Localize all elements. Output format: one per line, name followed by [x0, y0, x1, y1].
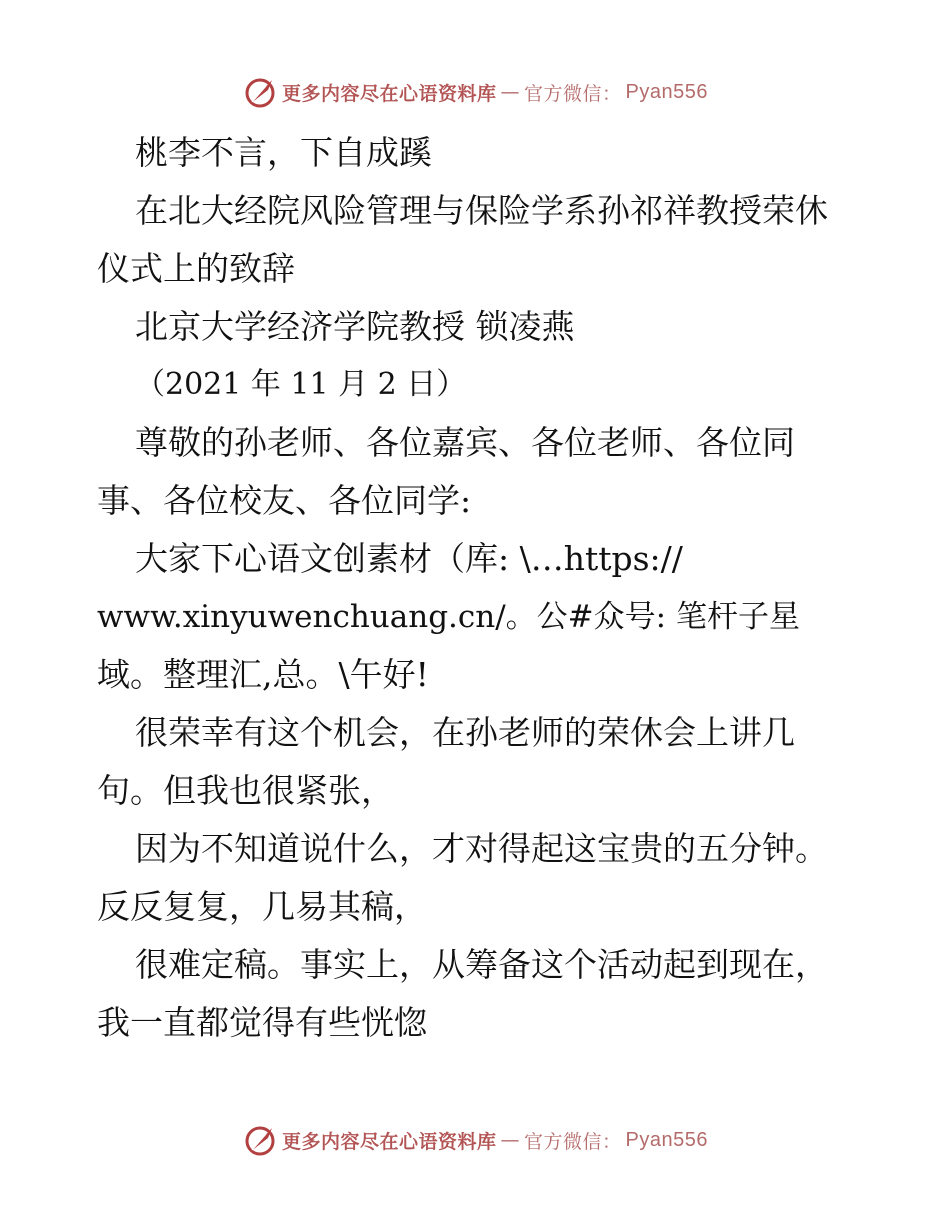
banner-title: 更多内容尽在心语资料库 [282, 82, 497, 105]
banner-content-footer [242, 1122, 708, 1158]
banner-content [242, 74, 708, 110]
greeting-line-2: 事、各位校友、各位同学: [97, 481, 472, 520]
paragraph-3-line-1: 很难定稿。事实上，从筹备这个活动起到现在， [135, 945, 828, 984]
greeting-line-1: 尊敬的孙老师、各位嘉宾、各位老师、各位同 [135, 423, 795, 462]
banner-title: 更多内容尽在心语资料库 [282, 1130, 497, 1153]
doc-subtitle-line-1: 在北大经院风险管理与保险学系孙祁祥教授荣休 [135, 191, 828, 230]
banner-wechat-label: 官方微信： [524, 82, 622, 105]
header-banner [0, 70, 950, 114]
paragraph-2-line-2: 反反复复，几易其稿， [97, 887, 427, 926]
doc-title: 桃李不言，下自成蹊 [135, 133, 432, 172]
footer-banner [0, 1118, 950, 1162]
document-body [97, 124, 857, 1052]
banner-dash: — [500, 81, 521, 103]
paragraph-1-line-2: 句。但我也很紧张， [97, 771, 394, 810]
banner-wechat-id: Pyan556 [625, 80, 708, 103]
paragraph-1-line-1: 很荣幸有这个机会，在孙老师的荣休会上讲几 [135, 713, 795, 752]
paragraph-3-line-2: 我一直都觉得有些恍惚 [97, 1003, 427, 1042]
doc-subtitle-line-2: 仪式上的致辞 [97, 249, 295, 288]
quill-logo-icon [242, 74, 278, 110]
source-line-1: 大家下心语文创素材（库: \…https:// [135, 539, 683, 578]
doc-author: 北京大学经济学院教授 锁凌燕 [135, 307, 575, 346]
quill-logo-icon [242, 1122, 278, 1158]
source-line-2: www.xinyuwenchuang.cn/。公#众号: 笔杆子星 [97, 599, 800, 635]
banner-wechat-id: Pyan556 [625, 1128, 708, 1151]
banner-wechat-label: 官方微信： [524, 1130, 622, 1153]
doc-date: （2021 年 11 月 2 日） [135, 367, 467, 402]
source-line-3: 域。整理汇,总。\午好! [97, 655, 429, 694]
paragraph-2-line-1: 因为不知道说什么，才对得起这宝贵的五分钟。 [135, 829, 828, 868]
banner-dash: — [500, 1129, 521, 1151]
